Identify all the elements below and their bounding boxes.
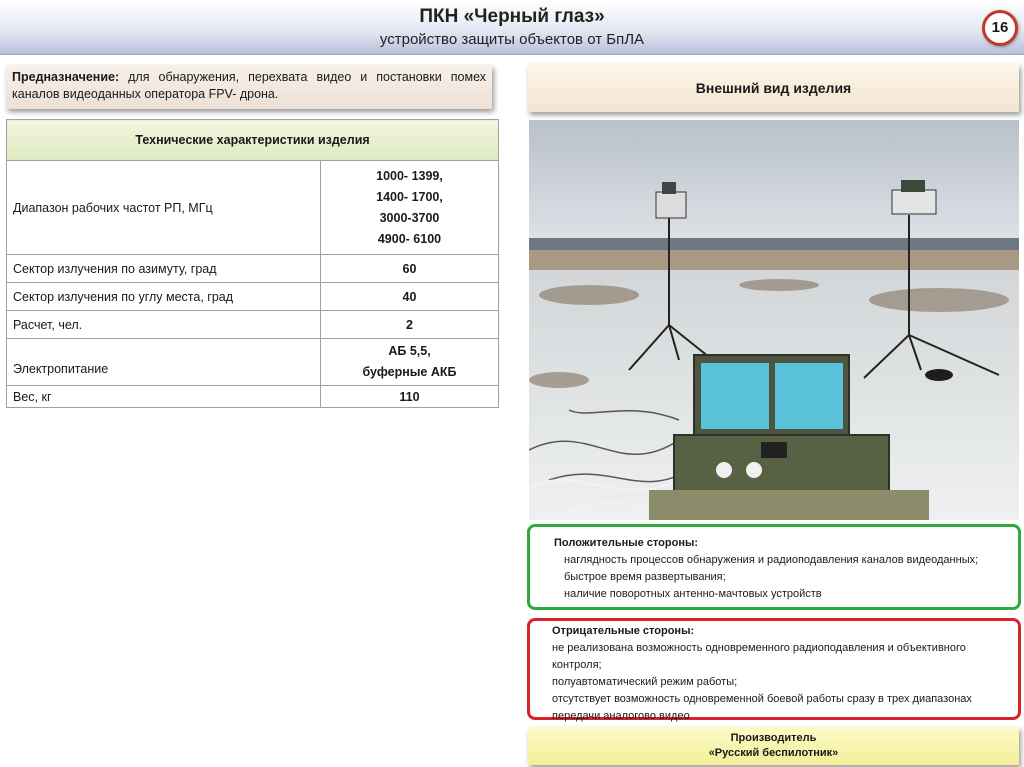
spec-label: Электропитание — [7, 339, 321, 386]
spec-table — [6, 119, 499, 408]
negatives-title: Отрицательные стороны: — [552, 625, 695, 637]
spec-label: Расчет, чел. — [7, 311, 321, 339]
cable-coil — [925, 369, 953, 381]
table-row — [7, 255, 499, 283]
table-row — [7, 283, 499, 311]
freq-range-4: 4900- 6100 — [377, 231, 442, 246]
manufacturer-box — [528, 727, 1019, 765]
spec-table-title: Технические характеристики изделия — [7, 120, 499, 161]
table-row — [7, 386, 499, 408]
purpose-box — [6, 65, 492, 109]
spec-label: Сектор излучения по азимуту, град — [7, 255, 321, 283]
power-line-1: АБ 5,5, — [388, 344, 431, 358]
exterior-title: Внешний вид изделия — [528, 64, 1019, 112]
negative-item: не реализована возможность одновременного радиоподавления и объективного контроля; — [552, 642, 966, 671]
spec-value: 60 — [321, 255, 499, 283]
left-screen — [701, 363, 769, 429]
spec-value: 110 — [321, 386, 499, 408]
spec-value: 40 — [321, 283, 499, 311]
manufacturer-name: «Русский беспилотник» — [708, 747, 839, 759]
slide-header — [0, 0, 1024, 55]
panel-knob-left — [716, 462, 732, 478]
negative-item: полуавтоматический режим работы; — [552, 676, 738, 688]
table-row — [7, 339, 499, 386]
spec-label: Вес, кг — [7, 386, 321, 408]
power-line-2: буферные АКБ — [362, 365, 457, 379]
positive-item: быстрое время развертывания; — [564, 571, 726, 583]
freq-range-2: 1400- 1700, — [376, 189, 443, 204]
table-row — [7, 311, 499, 339]
spec-label: Диапазон рабочих частот РП, МГц — [7, 161, 321, 255]
positives-title: Положительные стороны: — [554, 537, 699, 549]
purpose-text: для обнаружения, перехвата видео и постановки помех каналов видеоданных оператора FPV- дрона. — [12, 70, 486, 101]
left-antenna-top — [662, 182, 676, 194]
spec-table-header-row — [7, 120, 499, 161]
freq-range-3: 3000-3700 — [379, 210, 440, 225]
spec-label: Сектор излучения по углу места, град — [7, 283, 321, 311]
left-antenna-head — [656, 192, 686, 218]
table-row — [7, 161, 499, 255]
positives-box — [527, 524, 1021, 610]
freq-range-1: 1000- 1399, — [376, 168, 443, 183]
slide-subtitle: устройство защиты объектов от БпЛА — [379, 31, 645, 48]
panel-knob-right — [746, 462, 762, 478]
right-screen — [775, 363, 843, 429]
product-photo — [529, 120, 1019, 520]
positive-item: наличие поворотных антенно-мачтовых устройств — [564, 588, 822, 600]
spec-value: 2 — [321, 311, 499, 339]
right-antenna-top — [901, 180, 925, 192]
positive-item: наглядность процессов обнаружения и радиоподавления каналов видеоданных; — [564, 554, 979, 566]
sky — [529, 120, 1019, 245]
right-antenna-head — [892, 190, 936, 214]
product-photo-illustration — [529, 120, 1019, 520]
manufacturer-label: Производитель — [730, 732, 817, 744]
negatives-box — [527, 618, 1021, 720]
panel-fan — [761, 442, 787, 458]
page-number-badge: 16 — [982, 10, 1018, 46]
purpose-label: Предназначение: — [12, 70, 120, 84]
spec-value — [321, 161, 499, 255]
horizon-treeline — [529, 238, 1019, 252]
slide-title: ПКН «Черный глаз» — [419, 6, 605, 27]
carry-bag — [649, 490, 929, 520]
negative-item: отсутствует возможность одновременной боевой работы сразу в трех диапазонах передачи аналогово видео — [552, 693, 972, 722]
spec-value — [321, 339, 499, 386]
